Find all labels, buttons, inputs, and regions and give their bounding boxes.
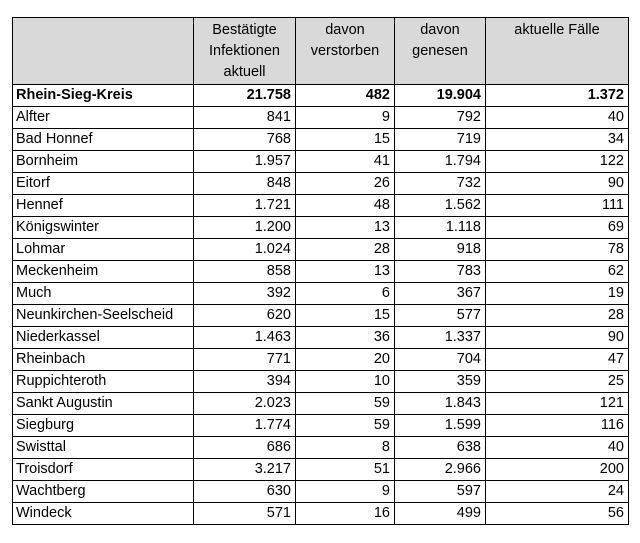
current-cases-cell: 200 bbox=[486, 459, 629, 481]
table-row bbox=[13, 327, 629, 349]
deceased-cell: 41 bbox=[296, 151, 395, 173]
recovered-cell: 2.966 bbox=[395, 459, 486, 481]
confirmed-infections-cell: 394 bbox=[194, 371, 296, 393]
header-deceased: davon verstorben bbox=[296, 18, 395, 85]
current-cases-cell: 122 bbox=[486, 151, 629, 173]
confirmed-infections-cell: 3.217 bbox=[194, 459, 296, 481]
municipality-name: Ruppichteroth bbox=[13, 371, 194, 393]
deceased-cell: 59 bbox=[296, 415, 395, 437]
confirmed-infections-cell: 686 bbox=[194, 437, 296, 459]
current-cases-cell: 24 bbox=[486, 481, 629, 503]
municipality-name: Bad Honnef bbox=[13, 129, 194, 151]
header-municipality bbox=[13, 18, 194, 85]
deceased-cell: 13 bbox=[296, 261, 395, 283]
deceased-cell: 10 bbox=[296, 371, 395, 393]
current-cases-cell: 62 bbox=[486, 261, 629, 283]
recovered-cell: 783 bbox=[395, 261, 486, 283]
deceased-cell: 16 bbox=[296, 503, 395, 525]
recovered-cell: 1.843 bbox=[395, 393, 486, 415]
total-current: 1.372 bbox=[486, 85, 629, 107]
total-infections: 21.758 bbox=[194, 85, 296, 107]
confirmed-infections-cell: 1.721 bbox=[194, 195, 296, 217]
recovered-cell: 732 bbox=[395, 173, 486, 195]
table-row bbox=[13, 371, 629, 393]
confirmed-infections-cell: 858 bbox=[194, 261, 296, 283]
table-row bbox=[13, 349, 629, 371]
current-cases-cell: 69 bbox=[486, 217, 629, 239]
municipality-name: Niederkassel bbox=[13, 327, 194, 349]
deceased-cell: 48 bbox=[296, 195, 395, 217]
recovered-cell: 792 bbox=[395, 107, 486, 129]
current-cases-cell: 56 bbox=[486, 503, 629, 525]
municipality-name: Siegburg bbox=[13, 415, 194, 437]
municipality-name: Sankt Augustin bbox=[13, 393, 194, 415]
municipality-name: Meckenheim bbox=[13, 261, 194, 283]
total-recovered: 19.904 bbox=[395, 85, 486, 107]
deceased-cell: 28 bbox=[296, 239, 395, 261]
confirmed-infections-cell: 1.957 bbox=[194, 151, 296, 173]
recovered-cell: 704 bbox=[395, 349, 486, 371]
confirmed-infections-cell: 620 bbox=[194, 305, 296, 327]
total-row bbox=[13, 85, 629, 107]
municipality-name: Bornheim bbox=[13, 151, 194, 173]
deceased-cell: 59 bbox=[296, 393, 395, 415]
deceased-cell: 9 bbox=[296, 481, 395, 503]
municipality-name: Much bbox=[13, 283, 194, 305]
confirmed-infections-cell: 571 bbox=[194, 503, 296, 525]
table-row bbox=[13, 459, 629, 481]
recovered-cell: 1.794 bbox=[395, 151, 486, 173]
recovered-cell: 1.599 bbox=[395, 415, 486, 437]
confirmed-infections-cell: 1.200 bbox=[194, 217, 296, 239]
current-cases-cell: 116 bbox=[486, 415, 629, 437]
municipality-name: Troisdorf bbox=[13, 459, 194, 481]
recovered-cell: 577 bbox=[395, 305, 486, 327]
current-cases-cell: 40 bbox=[486, 107, 629, 129]
current-cases-cell: 111 bbox=[486, 195, 629, 217]
header-recovered: davon genesen bbox=[395, 18, 486, 85]
table-row bbox=[13, 305, 629, 327]
current-cases-cell: 90 bbox=[486, 173, 629, 195]
recovered-cell: 918 bbox=[395, 239, 486, 261]
deceased-cell: 9 bbox=[296, 107, 395, 129]
table-row bbox=[13, 239, 629, 261]
recovered-cell: 499 bbox=[395, 503, 486, 525]
deceased-cell: 36 bbox=[296, 327, 395, 349]
confirmed-infections-cell: 848 bbox=[194, 173, 296, 195]
current-cases-cell: 19 bbox=[486, 283, 629, 305]
current-cases-cell: 25 bbox=[486, 371, 629, 393]
municipality-name: Wachtberg bbox=[13, 481, 194, 503]
recovered-cell: 597 bbox=[395, 481, 486, 503]
recovered-cell: 1.337 bbox=[395, 327, 486, 349]
table-row bbox=[13, 217, 629, 239]
deceased-cell: 15 bbox=[296, 129, 395, 151]
table-row bbox=[13, 437, 629, 459]
deceased-cell: 20 bbox=[296, 349, 395, 371]
confirmed-infections-cell: 771 bbox=[194, 349, 296, 371]
municipality-name: Alfter bbox=[13, 107, 194, 129]
current-cases-cell: 28 bbox=[486, 305, 629, 327]
recovered-cell: 359 bbox=[395, 371, 486, 393]
recovered-cell: 1.562 bbox=[395, 195, 486, 217]
table-row bbox=[13, 283, 629, 305]
municipality-name: Neunkirchen-Seelscheid bbox=[13, 305, 194, 327]
table-row bbox=[13, 481, 629, 503]
confirmed-infections-cell: 1.024 bbox=[194, 239, 296, 261]
municipality-name: Swisttal bbox=[13, 437, 194, 459]
municipality-name: Lohmar bbox=[13, 239, 194, 261]
header-row bbox=[13, 18, 629, 85]
table-row bbox=[13, 393, 629, 415]
table-row bbox=[13, 151, 629, 173]
recovered-cell: 638 bbox=[395, 437, 486, 459]
recovered-cell: 367 bbox=[395, 283, 486, 305]
current-cases-cell: 121 bbox=[486, 393, 629, 415]
table-row bbox=[13, 173, 629, 195]
deceased-cell: 51 bbox=[296, 459, 395, 481]
table-header bbox=[13, 18, 629, 85]
table-row bbox=[13, 107, 629, 129]
table-row bbox=[13, 415, 629, 437]
confirmed-infections-cell: 1.774 bbox=[194, 415, 296, 437]
total-deceased: 482 bbox=[296, 85, 395, 107]
table-body bbox=[13, 85, 629, 525]
deceased-cell: 8 bbox=[296, 437, 395, 459]
municipality-name: Rheinbach bbox=[13, 349, 194, 371]
recovered-cell: 1.118 bbox=[395, 217, 486, 239]
confirmed-infections-cell: 768 bbox=[194, 129, 296, 151]
deceased-cell: 15 bbox=[296, 305, 395, 327]
confirmed-infections-cell: 392 bbox=[194, 283, 296, 305]
table-row bbox=[13, 261, 629, 283]
confirmed-infections-cell: 630 bbox=[194, 481, 296, 503]
current-cases-cell: 90 bbox=[486, 327, 629, 349]
table-row bbox=[13, 195, 629, 217]
total-name: Rhein-Sieg-Kreis bbox=[13, 85, 194, 107]
municipality-name: Hennef bbox=[13, 195, 194, 217]
current-cases-cell: 78 bbox=[486, 239, 629, 261]
current-cases-cell: 34 bbox=[486, 129, 629, 151]
table-row bbox=[13, 503, 629, 525]
confirmed-infections-cell: 1.463 bbox=[194, 327, 296, 349]
municipality-name: Eitorf bbox=[13, 173, 194, 195]
municipality-name: Windeck bbox=[13, 503, 194, 525]
current-cases-cell: 47 bbox=[486, 349, 629, 371]
covid-cases-table bbox=[12, 17, 629, 525]
deceased-cell: 13 bbox=[296, 217, 395, 239]
confirmed-infections-cell: 841 bbox=[194, 107, 296, 129]
municipality-name: Königswinter bbox=[13, 217, 194, 239]
deceased-cell: 6 bbox=[296, 283, 395, 305]
deceased-cell: 26 bbox=[296, 173, 395, 195]
recovered-cell: 719 bbox=[395, 129, 486, 151]
header-current-cases: aktuelle Fälle bbox=[486, 18, 629, 85]
confirmed-infections-cell: 2.023 bbox=[194, 393, 296, 415]
table-row bbox=[13, 129, 629, 151]
current-cases-cell: 40 bbox=[486, 437, 629, 459]
header-confirmed-infections: Bestätigte Infektionen aktuell bbox=[194, 18, 296, 85]
